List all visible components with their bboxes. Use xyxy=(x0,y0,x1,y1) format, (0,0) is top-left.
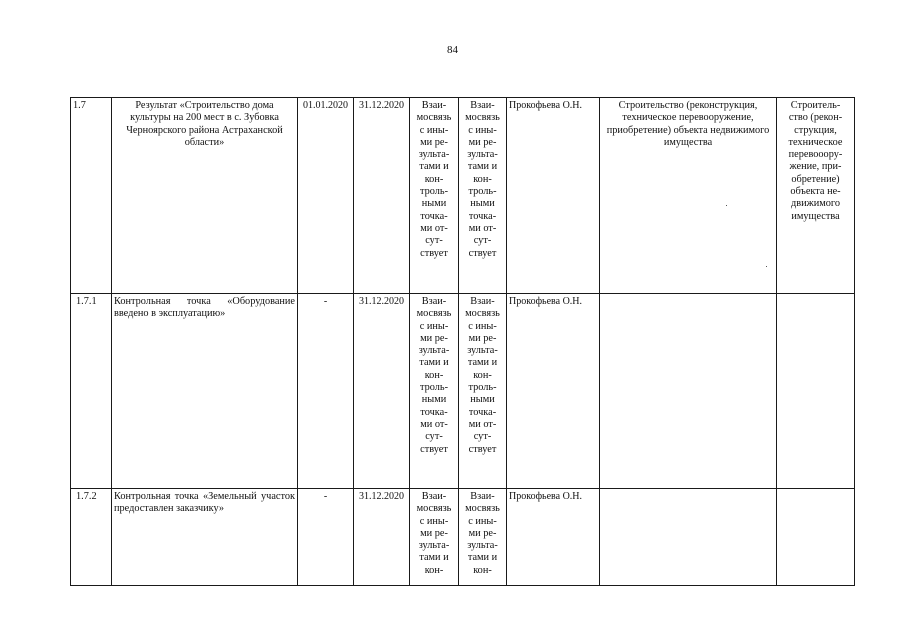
cell-line: мосвязь xyxy=(465,112,500,124)
cell-line: зульта- xyxy=(467,345,498,357)
cell-line: ми от- xyxy=(468,222,497,234)
cell-line: ми ре- xyxy=(420,527,448,539)
cell-line: Взаи- xyxy=(470,100,495,111)
row-number: 1.7 xyxy=(71,98,112,294)
cell-line: зульта- xyxy=(418,540,450,552)
table-row xyxy=(71,98,855,294)
scan-speck xyxy=(766,266,767,267)
cell-line: сут- xyxy=(425,235,443,247)
cell-line: ствует xyxy=(420,443,448,455)
cell-line: ствует xyxy=(468,443,497,455)
start-date: - xyxy=(298,294,354,489)
cell-line: тами и xyxy=(419,161,449,173)
relation-cell xyxy=(410,294,459,489)
cell-line: перевооору- xyxy=(788,149,843,161)
work-type xyxy=(777,489,855,586)
cell-line: ствует xyxy=(468,247,497,259)
cell-line: ми от- xyxy=(468,418,497,430)
cell-line: кон- xyxy=(424,173,444,185)
cell-line: тами и xyxy=(467,357,498,369)
cell-line: точка- xyxy=(420,210,448,222)
cell-line: точка- xyxy=(468,210,497,222)
cell-line: с ины- xyxy=(419,320,449,332)
row-name: Контрольная точка «Оборудование введено в эксплуатацию» xyxy=(112,294,298,489)
cell-line: ми ре- xyxy=(468,136,497,148)
cell-line: с ины- xyxy=(468,515,497,527)
cell-line: зульта- xyxy=(418,345,450,357)
cell-line: ными xyxy=(421,394,447,406)
cell-line: сут- xyxy=(473,235,492,247)
cell-line: точка- xyxy=(468,406,497,418)
cell-line: троль- xyxy=(468,382,497,394)
cell-line: ными xyxy=(421,198,447,210)
cell-line: Взаи- xyxy=(421,491,447,502)
cell-line: кон- xyxy=(473,369,492,381)
end-date: 31.12.2020 xyxy=(354,294,410,489)
cell-line: ми ре- xyxy=(468,332,497,344)
work-description xyxy=(600,489,777,586)
cell-line: объекта не- xyxy=(790,186,841,198)
cell-line: с ины- xyxy=(419,515,449,527)
table-row xyxy=(71,294,855,489)
relation-cell xyxy=(410,98,459,294)
cell-line: ми от- xyxy=(420,222,448,234)
cell-line: тами и xyxy=(467,161,498,173)
cell-line: Взаи- xyxy=(421,296,447,307)
table-row xyxy=(71,489,855,586)
cell-line: ми от- xyxy=(420,418,448,430)
cell-line: кон- xyxy=(424,369,444,381)
responsible-person: Прокофьева О.Н. xyxy=(507,294,600,489)
cell-line: с ины- xyxy=(468,320,497,332)
row-number: 1.7.1 xyxy=(71,294,112,489)
cell-line: кон- xyxy=(473,564,492,576)
cell-line: тами и xyxy=(467,552,498,564)
cell-line: мосвязь xyxy=(416,112,452,124)
cell-line: зульта- xyxy=(467,540,498,552)
end-date: 31.12.2020 xyxy=(354,98,410,294)
cell-line: с ины- xyxy=(419,124,449,136)
cell-line: жение, при- xyxy=(789,161,842,173)
work-description: Строительство (реконструкция, техническое перевооружение, приобретение) объекта недвижимого имущества xyxy=(600,98,777,294)
cell-line: ными xyxy=(470,198,495,210)
cell-line: струкция, xyxy=(794,124,837,136)
cell-line: сут- xyxy=(425,431,443,443)
responsible-person: Прокофьева О.Н. xyxy=(507,98,600,294)
cell-line: ными xyxy=(470,394,495,406)
cell-line: троль- xyxy=(419,186,449,198)
cell-line: мосвязь xyxy=(465,308,500,320)
cell-line: точка- xyxy=(420,406,448,418)
cell-line: имущества xyxy=(791,210,840,222)
cell-line: техническое xyxy=(788,136,843,148)
cell-line: кон- xyxy=(473,173,492,185)
cell-line: Взаи- xyxy=(421,100,447,111)
relation-cell-2 xyxy=(459,98,507,294)
work-type xyxy=(777,98,855,294)
row-number: 1.7.2 xyxy=(71,489,112,586)
responsible-person: Прокофьева О.Н. xyxy=(507,489,600,586)
row-name: Результат «Строительство дома культуры на 200 мест в с. Зубовка Черноярского района Астраханской области» xyxy=(112,98,298,294)
cell-line: обретение) xyxy=(791,173,840,185)
cell-line: кон- xyxy=(424,564,444,576)
start-date: - xyxy=(298,489,354,586)
cell-line: с ины- xyxy=(468,124,497,136)
cell-line: зульта- xyxy=(418,149,450,161)
cell-line: мосвязь xyxy=(416,503,452,515)
end-date: 31.12.2020 xyxy=(354,489,410,586)
cell-line: ми ре- xyxy=(468,527,497,539)
row-name: Контрольная точка «Земельный участок предоставлен заказчику» xyxy=(112,489,298,586)
scan-speck xyxy=(726,205,727,206)
start-date: 01.01.2020 xyxy=(298,98,354,294)
work-type xyxy=(777,294,855,489)
cell-line: ство (рекон- xyxy=(788,112,843,124)
cell-line: движимого xyxy=(790,198,841,210)
cell-line: тами и xyxy=(419,552,449,564)
cell-line: ми ре- xyxy=(420,332,448,344)
plan-table xyxy=(70,97,855,586)
cell-line: сут- xyxy=(473,431,492,443)
cell-line: мосвязь xyxy=(416,308,452,320)
cell-line: Строитель- xyxy=(790,100,841,111)
relation-cell-2 xyxy=(459,489,507,586)
cell-line: ствует xyxy=(420,247,448,259)
cell-line: Взаи- xyxy=(470,491,495,502)
cell-line: троль- xyxy=(419,382,449,394)
cell-line: ми ре- xyxy=(420,136,448,148)
page-number: 84 xyxy=(447,44,458,56)
cell-line: троль- xyxy=(468,186,497,198)
cell-line: мосвязь xyxy=(465,503,500,515)
cell-line: тами и xyxy=(419,357,449,369)
cell-line: Взаи- xyxy=(470,296,495,307)
relation-cell xyxy=(410,489,459,586)
relation-cell-2 xyxy=(459,294,507,489)
work-description xyxy=(600,294,777,489)
cell-line: зульта- xyxy=(467,149,498,161)
